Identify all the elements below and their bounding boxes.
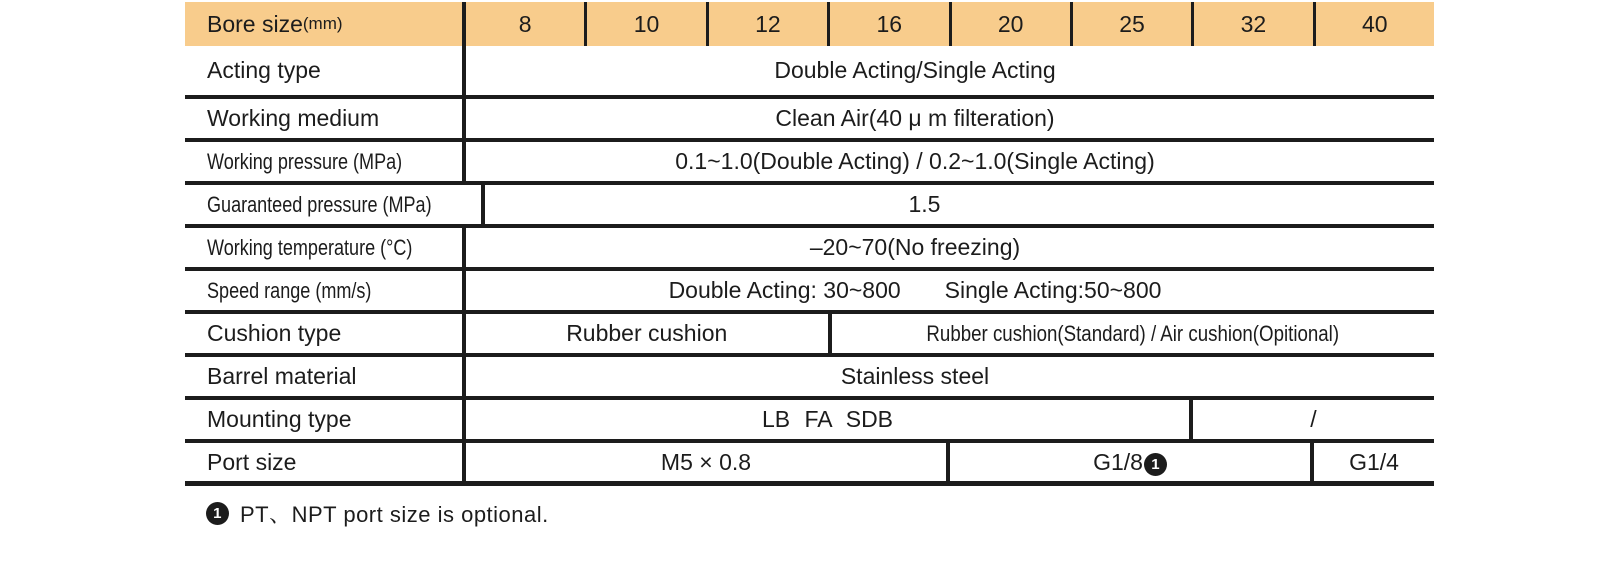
row-speed-range (185, 271, 1434, 314)
row-port-size (185, 443, 1434, 486)
table-header-row (185, 2, 1434, 46)
row-barrel-material (185, 357, 1434, 400)
row-label-acting-type: Acting type (185, 46, 466, 95)
cell-acting-type-value: Double Acting/Single Acting (774, 57, 1056, 83)
header-bore-size-label (185, 2, 466, 46)
row-label-speed-range: Speed range (mm/s) (185, 271, 466, 310)
row-label-mounting-type: Mounting type (185, 400, 466, 439)
footnote-marker-icon: 1 (1144, 453, 1167, 476)
header-bore-40: 40 (1313, 2, 1434, 46)
cell-port-g14: G1/4 (1310, 443, 1434, 481)
row-label-working-medium: Working medium (185, 99, 466, 138)
header-bore-10: 10 (584, 2, 705, 46)
row-label-barrel-material: Barrel material (185, 357, 466, 396)
cell-working-temperature-value: –20~70(No freezing) (809, 234, 1021, 260)
cell-cushion-large-bores: Rubber cushion(Standard) / Air cushion(Opitional) (828, 314, 1435, 353)
cell-cushion-small-bores: Rubber cushion (566, 320, 728, 346)
cell-mounting-large-bores: / (1189, 400, 1434, 439)
row-acting-type (185, 46, 1434, 99)
row-cushion-type (185, 314, 1434, 357)
row-guaranteed-pressure (185, 185, 1434, 228)
cell-working-medium-value: Clean Air(40 μ m filteration) (775, 105, 1055, 131)
specification-table (185, 2, 1434, 486)
row-working-temperature (185, 228, 1434, 271)
row-label-working-pressure: Working pressure (MPa) (185, 142, 466, 181)
footnote-text: PT、NPT port size is optional. (240, 502, 549, 527)
row-mounting-type (185, 400, 1434, 443)
row-working-pressure (185, 142, 1434, 185)
header-bore-32: 32 (1191, 2, 1312, 46)
footnote-marker-icon: 1 (206, 502, 229, 525)
row-label-port-size: Port size (185, 443, 466, 481)
cell-port-g18: G1/8 1 (946, 443, 1310, 481)
footnote (206, 498, 549, 529)
row-label-guaranteed-pressure: Guaranteed pressure (MPa) (185, 185, 485, 224)
header-bore-25: 25 (1070, 2, 1191, 46)
cell-barrel-material-value: Stainless steel (840, 363, 990, 389)
header-bore-16: 16 (827, 2, 948, 46)
cell-guaranteed-pressure-value: 1.5 (908, 191, 941, 217)
cell-mounting-main: LB FA SDB (761, 406, 894, 432)
bore-size-unit: (mm) (302, 14, 343, 33)
row-working-medium (185, 99, 1434, 142)
cell-port-m5: M5 × 0.8 (660, 448, 752, 475)
header-bore-12: 12 (706, 2, 827, 46)
speed-single-acting: Single Acting:50~800 (944, 277, 1162, 303)
row-label-working-temperature: Working temperature (°C) (185, 228, 466, 267)
speed-double-acting: Double Acting: 30~800 (668, 277, 901, 303)
header-bore-8: 8 (518, 10, 532, 37)
header-bore-20: 20 (949, 2, 1070, 46)
bore-size-text: Bore size (207, 10, 303, 37)
row-label-cushion-type: Cushion type (185, 314, 466, 353)
cell-speed-range-value (466, 271, 1434, 310)
header-bore-values (466, 2, 1434, 46)
cell-working-pressure-value: 0.1~1.0(Double Acting) / 0.2~1.0(Single Acting) (675, 148, 1155, 174)
